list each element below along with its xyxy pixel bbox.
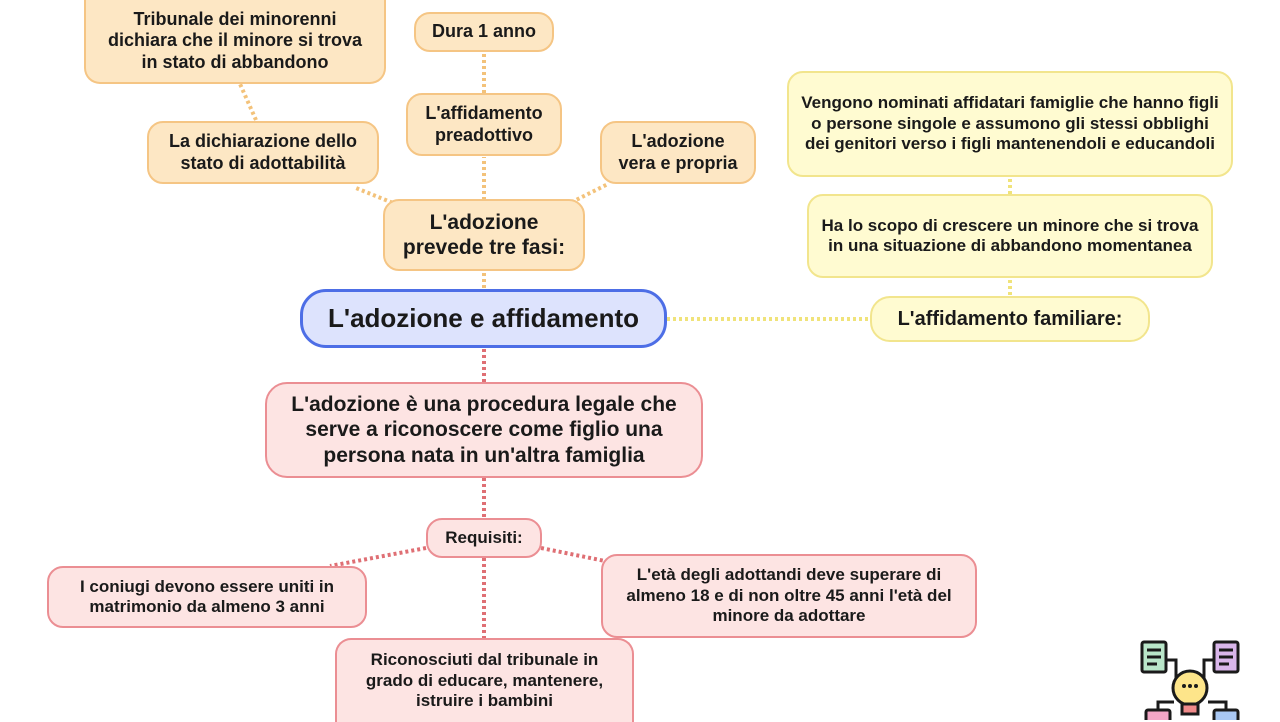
abandonment-declaration-node[interactable] <box>84 0 386 84</box>
phase-preadoptive-node[interactable] <box>406 93 562 156</box>
requirements-label: Requisiti: <box>445 527 523 547</box>
adoption-definition-node[interactable] <box>265 382 703 478</box>
foster-care-node[interactable] <box>870 296 1150 342</box>
requirement-age-label: L'età degli adottandi deve superare di almeno 18 e di non oltre 45 anni l'età del minore da adottare <box>626 565 952 626</box>
requirement-court-node[interactable] <box>335 638 634 722</box>
requirements-node[interactable] <box>426 518 542 558</box>
foster-care-label: L'affidamento familiare: <box>897 308 1123 330</box>
central-topic-label: L'adozione e affidamento <box>328 302 639 333</box>
phase-actual-adoption-label: L'adozione vera e propria <box>618 130 738 173</box>
requirement-age-node[interactable] <box>601 554 977 638</box>
phases-label: L'adozione prevede tre fasi: <box>402 210 566 259</box>
phase-adoptability-label: La dichiarazione dello stato di adottabilità <box>168 130 358 173</box>
foster-purpose-label: Ha lo scopo di crescere un minore che si trova in una situazione di abbandono momentanea <box>821 215 1199 255</box>
duration-node[interactable] <box>414 12 554 52</box>
lightbulb-mindmap-icon <box>1136 636 1246 720</box>
phases-node[interactable] <box>383 199 585 271</box>
link-requirements-married <box>330 548 426 566</box>
phase-preadoptive-label: L'affidamento preadottivo <box>425 102 543 145</box>
foster-caregivers-label: Vengono nominati affidatari famiglie che hanno figli o persone singole e assumono gli stessi obblighi dei genitori verso i figli mantenendoli e educandoli <box>801 93 1219 154</box>
requirement-marriage-label: I coniugi devono essere uniti in matrimonio da almeno 3 anni <box>79 576 335 616</box>
duration-label: Dura 1 anno <box>431 21 537 42</box>
adoption-definition-label: L'adozione è una procedura legale che serve a riconoscere come figlio una persona nata in un'altra famiglia <box>291 393 677 467</box>
phase-adoptability-node[interactable] <box>147 121 379 184</box>
abandonment-declaration-label: Tribunale dei minorenni dichiara che il minore si trova in stato di abbandono <box>107 8 363 72</box>
requirement-marriage-node[interactable] <box>47 566 367 628</box>
foster-caregivers-node[interactable] <box>787 71 1233 177</box>
link-step1-detail <box>240 84 256 120</box>
foster-purpose-node[interactable] <box>807 194 1213 278</box>
requirement-court-label: Riconosciuti dal tribunale in grado di educare, mantenere, istruire i bambini <box>365 650 604 711</box>
phase-actual-adoption-node[interactable] <box>600 121 756 184</box>
link-requirements-age <box>541 548 610 562</box>
central-topic-node[interactable] <box>300 289 667 348</box>
